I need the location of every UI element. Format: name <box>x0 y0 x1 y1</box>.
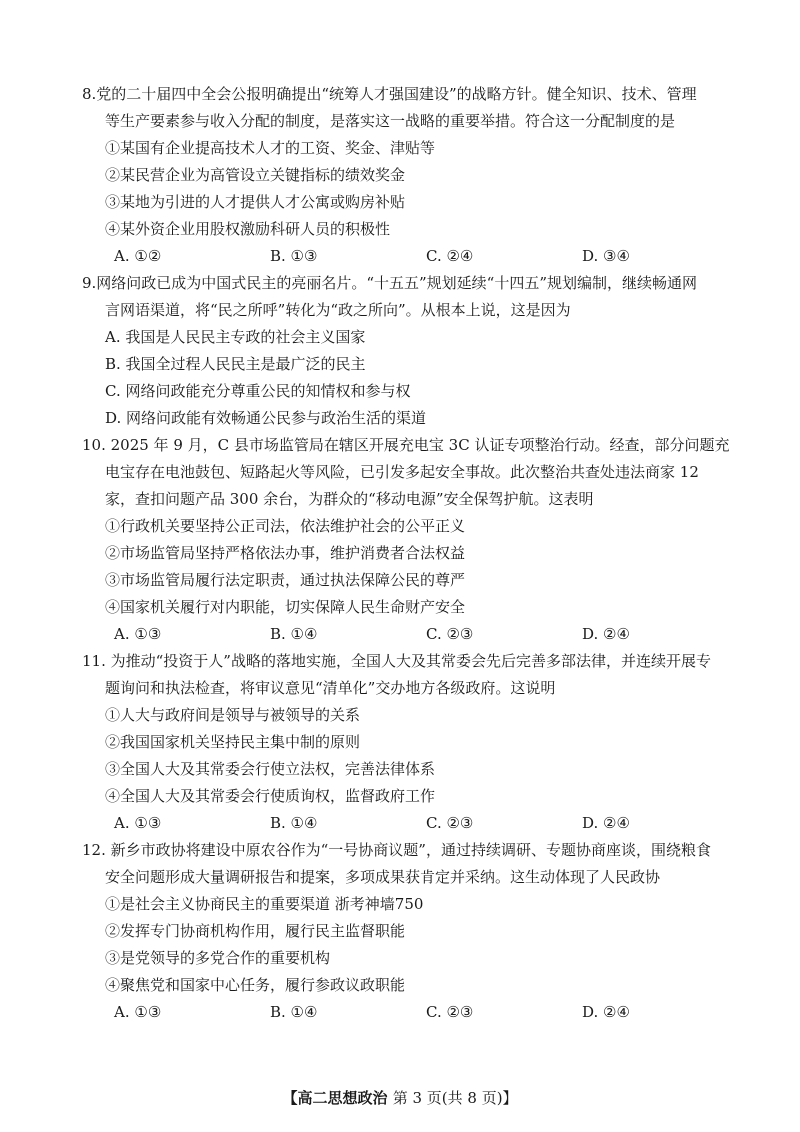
choice-c: C. ②③ <box>426 1003 474 1021</box>
question-stem-line: 11. 为推动“投资于人”战略的落地实施，全国人大及其常委会先后完善多部法律，并连续开展专 <box>82 652 711 670</box>
footer-subject: 【高二思想政治 <box>282 1089 388 1107</box>
statement-item: ④全国人大及其常委会行使质询权，监督政府工作 <box>105 787 436 805</box>
statement-item: ②发挥专门协商机构作用，履行民主监督职能 <box>105 922 406 940</box>
choice-d: D. ③④ <box>582 247 630 265</box>
statement-item: ②某民营企业为高管设立关键指标的绩效奖金 <box>105 166 406 184</box>
statement-item: ③某地为引进的人才提供人才公寓或购房补贴 <box>105 193 406 211</box>
choice-a: A. 我国是人民民主专政的社会主义国家 <box>105 328 366 346</box>
question-stem-line: 电宝存在电池鼓包、短路起火等风险，已引发多起安全事故。此次整治共查处违法商家 12 <box>105 463 699 481</box>
statement-item: ①行政机关要坚持公正司法，依法维护社会的公平正义 <box>105 517 466 535</box>
choice-c: C. ②④ <box>426 247 474 265</box>
question-stem-line: 9.网络问政已成为中国式民主的亮丽名片。“十五五”规划延续“十四五”规划编制，继续畅通网 <box>82 274 697 292</box>
choice-d: D. ②④ <box>582 625 630 643</box>
choice-c: C. ②③ <box>426 625 474 643</box>
choice-a: A. ①③ <box>114 814 162 832</box>
question-stem-line: 家，查扣问题产品 300 余台，为群众的“移动电源”安全保驾护航。这表明 <box>105 490 594 508</box>
question-9 <box>82 270 722 432</box>
choice-c: C. 网络问政能充分尊重公民的知情权和参与权 <box>105 382 411 400</box>
choice-b: B. ①④ <box>270 625 318 643</box>
statement-item: ③全国人大及其常委会行使立法权，完善法律体系 <box>105 760 436 778</box>
statement-item: ③是党领导的多党合作的重要机构 <box>105 949 331 967</box>
statement-item: ②市场监管局坚持严格依法办事，维护消费者合法权益 <box>105 544 466 562</box>
answer-choices <box>82 243 722 270</box>
question-12 <box>82 837 722 1026</box>
page-footer <box>0 1087 800 1108</box>
footer-page-number: 第 3 页(共 8 页)】 <box>392 1089 518 1107</box>
choice-b: B. ①④ <box>270 814 318 832</box>
choice-b: B. 我国全过程人民民主是最广泛的民主 <box>105 355 366 373</box>
statement-item: ④聚焦党和国家中心任务，履行参政议政职能 <box>105 976 406 994</box>
answer-choices <box>82 621 722 648</box>
question-stem-line: 题询问和执法检查，将审议意见“清单化”交办地方各级政府。这说明 <box>105 679 556 697</box>
choice-a: A. ①③ <box>114 625 162 643</box>
question-stem-line: 等生产要素参与收入分配的制度，是落实这一战略的重要举措。符合这一分配制度的是 <box>105 112 676 130</box>
choice-d: D. ②④ <box>582 1003 630 1021</box>
question-stem-line: 安全问题形成大量调研报告和提案，多项成果获肯定并采纳。这生动体现了人民政协 <box>105 868 661 886</box>
question-8 <box>82 81 722 270</box>
answer-choices <box>82 999 722 1026</box>
choice-a: A. ①③ <box>114 1003 162 1021</box>
statement-item: ③市场监管局履行法定职责，通过执法保障公民的尊严 <box>105 571 466 589</box>
question-stem-line: 12. 新乡市政协将建设中原农谷作为“一号协商议题”，通过持续调研、专题协商座谈，围绕粮食 <box>82 841 711 859</box>
statement-item: ②我国国家机关坚持民主集中制的原则 <box>105 733 361 751</box>
choice-c: C. ②③ <box>426 814 474 832</box>
statement-item: ①某国有企业提高技术人才的工资、奖金、津贴等 <box>105 139 436 157</box>
choice-d: D. 网络问政能有效畅通公民参与政治生活的渠道 <box>105 409 427 427</box>
statement-item: ④某外资企业用股权激励科研人员的积极性 <box>105 220 391 238</box>
statement-item: ①是社会主义协商民主的重要渠道 浙考神墙750 <box>105 895 424 913</box>
choice-d: D. ②④ <box>582 814 630 832</box>
question-11 <box>82 648 722 837</box>
question-stem-line: 8.党的二十届四中全会公报明确提出“统筹人才强国建设”的战略方针。健全知识、技术、管理 <box>82 85 697 103</box>
statement-item: ④国家机关履行对内职能，切实保障人民生命财产安全 <box>105 598 466 616</box>
choice-a: A. ①② <box>114 247 162 265</box>
question-stem-line: 言网语渠道，将“民之所呼”转化为“政之所向”。从根本上说，这是因为 <box>105 301 571 319</box>
answer-choices <box>82 810 722 837</box>
statement-item: ①人大与政府间是领导与被领导的关系 <box>105 706 361 724</box>
question-10 <box>82 432 730 648</box>
question-stem-line: 10. 2025 年 9 月，C 县市场监管局在辖区开展充电宝 3C 认证专项整治行动。经查，部分问题充 <box>82 436 730 454</box>
choice-b: B. ①④ <box>270 1003 318 1021</box>
choice-b: B. ①③ <box>270 247 318 265</box>
